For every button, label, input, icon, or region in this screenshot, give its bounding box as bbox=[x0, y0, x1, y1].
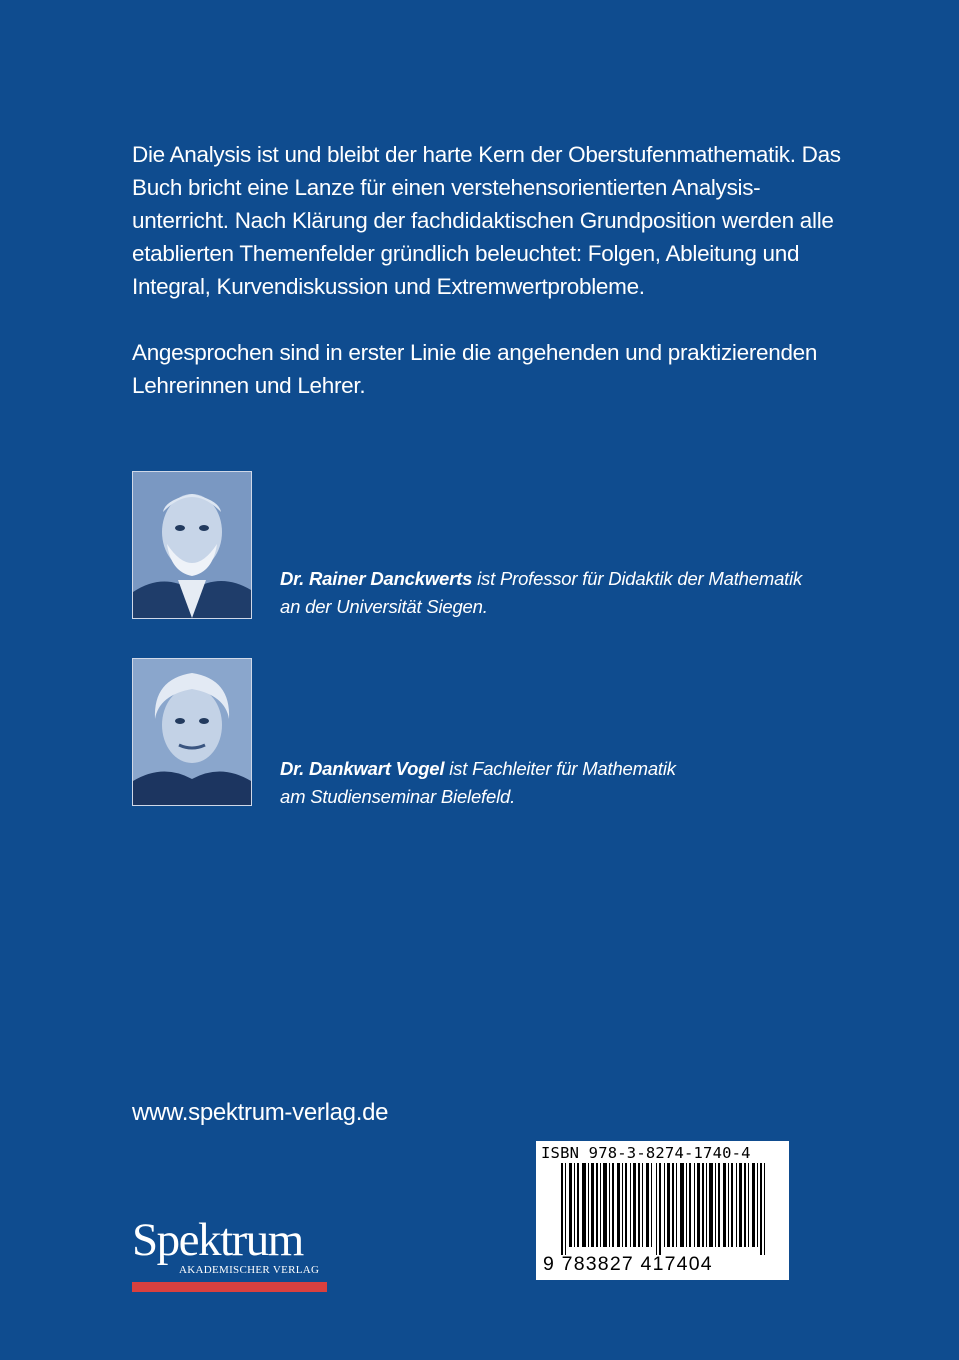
author-photo bbox=[132, 658, 252, 806]
logo-wordmark: Spektrum bbox=[132, 1214, 303, 1266]
author-name: Dr. Rainer Danckwerts bbox=[280, 568, 473, 589]
author-bio-line: am Studienseminar Bielefeld. bbox=[280, 786, 516, 807]
author-block bbox=[132, 658, 852, 808]
author-block bbox=[132, 471, 852, 621]
author-bio bbox=[280, 565, 802, 621]
author-name: Dr. Dankwart Vogel bbox=[280, 758, 445, 779]
blurb-paragraph-2: Angesprochen sind in erster Linie die angehenden und praktizierenden Lehrerinnen und Lehrer. bbox=[132, 340, 818, 398]
isbn-barcode bbox=[536, 1141, 789, 1280]
publisher-logo bbox=[132, 1214, 332, 1276]
author-bio-line: an der Universität Siegen. bbox=[280, 596, 488, 617]
ean-digits: 9 783827 417404 bbox=[543, 1253, 713, 1275]
blurb-paragraph-1: Die Analysis ist und bleibt der harte Kern der Oberstufenmathematik. Das Buch bricht eine Lanze für einen verstehensorientierten Analysis-unterricht. Nach Klärung der fachdidaktischen Grundposition werden alle etablierten Themenfelder gründlich beleuchtet: Folgen, Ableitung und Integral, Kurvendiskussion und Extremwertprobleme. bbox=[132, 142, 841, 299]
logo-subtitle: AKADEMISCHER VERLAG bbox=[179, 1264, 320, 1276]
author-bio-line: ist Fachleiter für Mathematik bbox=[444, 758, 676, 779]
author-photo bbox=[132, 471, 252, 619]
author-bio-line: ist Professor für Didaktik der Mathematik bbox=[472, 568, 803, 589]
logo-bar bbox=[132, 1282, 327, 1292]
barcode-bars bbox=[536, 1163, 789, 1255]
author-bio bbox=[280, 755, 676, 811]
website-link[interactable]: www.spektrum-verlag.de bbox=[132, 1099, 389, 1126]
isbn-text: ISBN 978-3-8274-1740-4 bbox=[541, 1144, 751, 1162]
